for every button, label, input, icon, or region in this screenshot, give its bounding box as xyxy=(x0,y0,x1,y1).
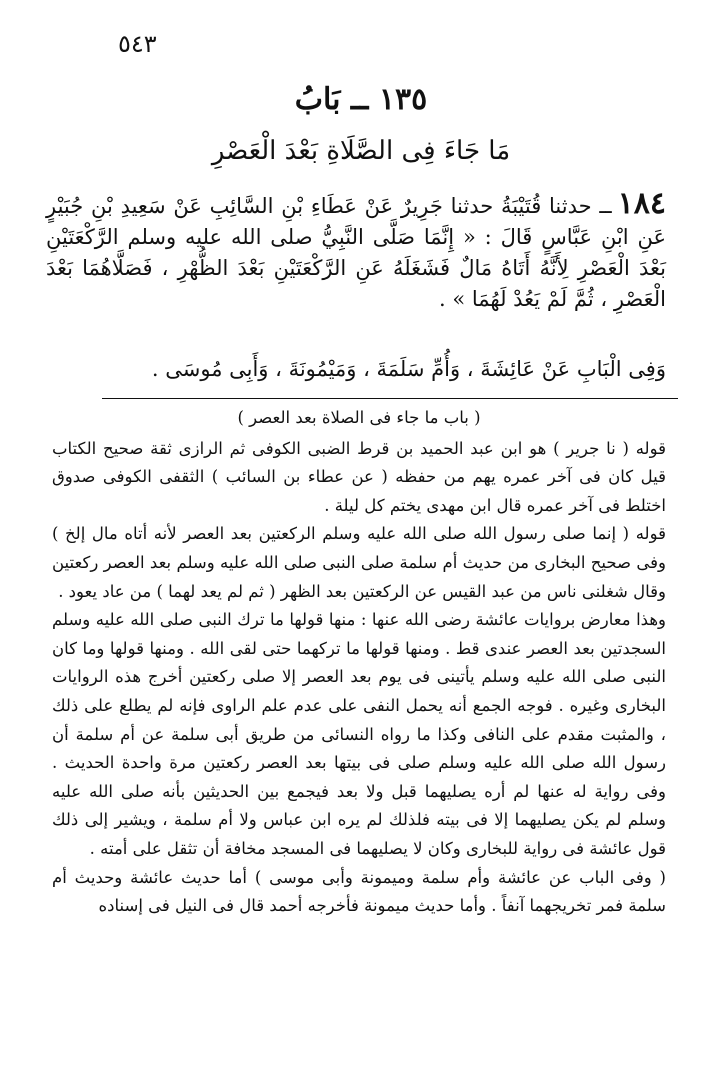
commentary-block xyxy=(52,404,666,921)
section-title: مَا جَاءَ فِى الصَّلَاةِ بَعْدَ الْعَصْرِ xyxy=(211,136,511,166)
commentary-heading: ( باب ما جاء فى الصلاة بعد العصر ) xyxy=(237,408,481,427)
chapter-title: ١٣٥ ــ بَابُ xyxy=(294,82,428,117)
hadith-number: ١٨٤ xyxy=(617,186,666,221)
commentary-paragraph: قوله ( نا جرير ) هو ابن عبد الحميد بن قرط الضبى الكوفى ثم الرازى ثقة صحيح الكتاب قيل كان فى آخر عمره يهم من حفظه ( عن عطاء بن السائب ) الثقفى الكوفى صدوق اختلط فى آخر عمره قال ابن مهدى يختم كل ليلة . xyxy=(52,438,666,515)
hadith-block xyxy=(46,188,666,315)
fi-albab-line: وَفِى الْبَابِ عَنْ عَائِشَةَ ، وَأُمِّ سَلَمَةَ ، وَمَيْمُونَةَ ، وَأَبِى مُوسَى . xyxy=(151,357,666,381)
commentary-paragraph: ( وفى الباب عن عائشة وأم سلمة وميمونة وأبى موسى ) أما حديث عائشة وحديث أم سلمة فمر تخريجهما آنفاً . وأما حديث ميمونة فأخرجه أحمد قال فى النيل فى إسناده xyxy=(52,867,666,916)
hadith-paragraph xyxy=(46,188,666,315)
commentary-paragraph: وهذا معارض بروايات عائشة رضى الله عنها : منها قولها ما ترك النبى صلى الله عليه وسلم السجدتين بعد العصر عندى قط . ومنها قولها ما تركهما حتى لقى الله . ومنها قولها وما كان النبى صلى الله عليه وسلم يأتينى فى يوم بعد العصر إلا صلى ركعتين أخرج هذه الروايات البخارى وغيره . فوجه الجمع أنه يحمل النفى على عدم علم الراوى فإنه لم يطلع على ذلك ، والمثبت مقدم على النافى وكذا ما رواه النسائى من طريق أبى سلمة عن أم سلمة أن رسول الله صلى الله عليه وسلم صلى فى بيتها بعد العصر ركعتين مرة واحدة الحديث . وفى رواية له عنها لم أره يصليهما قبل ولا بعد فيجمع بين الحديثين بأنه صلى الله عليه وسلم لم يكن يصليهما إلا فى بيته فلذلك لم يره ابن عباس ولا أم سلمة ، ويشير إلى ذلك قول عائشة فى رواية للبخارى وكان لا يصليهما فى المسجد مخافة أن تثقل على أمته . xyxy=(52,610,666,858)
footnote-divider xyxy=(102,398,678,399)
hadith-text: ــ حدثنا قُتَيْبَةُ حدثنا جَرِيرٌ عَنْ عَطَاءِ بْنِ السَّائِبِ عَنْ سَعِيدِ بْنِ جُبَيْرٍ عَنِ ابْنِ عَبَّاسٍ قَالَ : « إِنَّمَا صَلَّى النَّبِيُّ صلى الله عليه وسلم الرَّكْعَتَيْنِ بَعْدَ الْعَصْرِ لِأَنَّهُ أَتَاهُ مَالٌ فَشَغَلَهُ عَنِ الرَّكْعَتَيْنِ بَعْدَ الظُّهْرِ ، فَصَلَّاهُمَا بَعْدَ الْعَصْرِ ، ثُمَّ لَمْ يَعُدْ لَهُمَا » . xyxy=(46,194,666,311)
commentary-paragraph: قوله ( إنما صلى رسول الله صلى الله عليه وسلم الركعتين بعد العصر لأنه أتاه مال إلخ ) وفى صحيح البخارى من حديث أم سلمة صلى النبى صلى الله عليه وسلم بعد العصر ركعتين وقال شغلنى ناس من عبد القيس عن الركعتين بعد الظهر ( ثم لم يعد لهما ) من عاد يعود . xyxy=(52,524,666,601)
page-number: ٥٤٣ xyxy=(118,30,157,58)
